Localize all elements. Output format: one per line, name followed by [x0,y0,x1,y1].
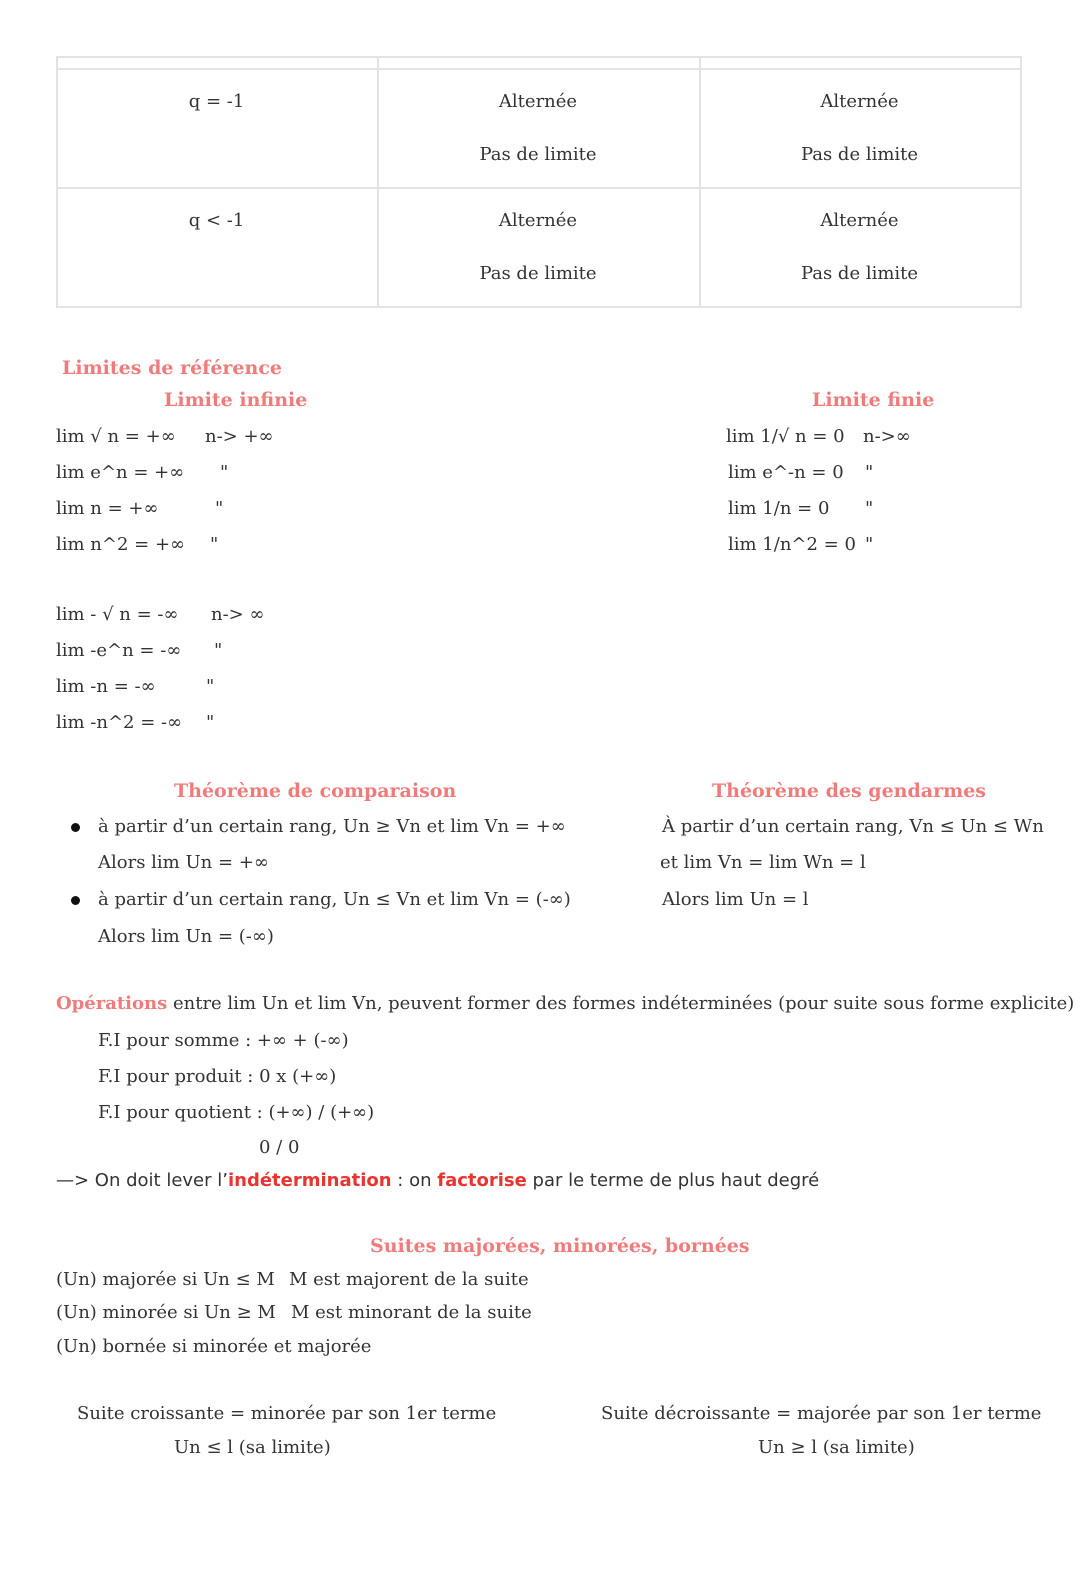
table-cell: q = -1 [188,91,245,112]
limit-expr: lim n = +∞ [56,498,159,519]
limit-note: " [206,676,215,697]
table-cell: Pas de limite [800,144,919,165]
suite-croissante-limit: Un ≤ l (sa limite) [174,1437,331,1458]
table-cell: Pas de limite [800,263,919,284]
limit-note: " [210,534,219,555]
limit-note: " [865,498,874,519]
table-cell: Alternée [498,91,578,112]
lever-text: : on [391,1170,438,1191]
table-cell: q < -1 [188,210,245,231]
limit-expr: lim 1/n = 0 [728,498,830,519]
fi-somme: F.I pour somme : +∞ + (-∞) [98,1030,349,1051]
table-border [56,187,1022,189]
limite-infinie-title: Limite infinie [164,389,308,411]
lever-text: par le terme de plus haut degré [526,1170,820,1191]
limit-note: " [865,462,874,483]
fi-quotient: F.I pour quotient : (+∞) / (+∞) [98,1102,375,1123]
limit-note: " [214,640,223,661]
limit-expr: lim 1/n^2 = 0 [728,534,856,555]
table-border-top [56,56,1022,58]
limit-note: " [206,712,215,733]
limit-note: " [220,462,229,483]
lever-text: —> On doit lever l’ [56,1170,228,1191]
limit-expr: lim n^2 = +∞ [56,534,186,555]
limite-finie-title: Limite finie [812,389,935,411]
operations-label: Opérations [56,993,168,1014]
suites-title: Suites majorées, minorées, bornées [370,1235,750,1257]
gendarmes-line-2: et lim Vn = lim Wn = l [660,852,866,873]
limit-expr: lim e^n = +∞ [56,462,185,483]
bullet-icon [71,823,80,832]
suite-croissante: Suite croissante = minorée par son 1er terme [77,1403,497,1424]
table-cell: Pas de limite [479,263,597,284]
suite-decroissante-limit: Un ≥ l (sa limite) [758,1437,915,1458]
limit-note: " [865,534,874,555]
gendarmes-title: Théorème des gendarmes [712,780,986,802]
indetermination-keyword: indétermination [227,1170,392,1191]
factorise-keyword: factorise [437,1170,527,1191]
table-cell: Alternée [820,210,899,231]
limit-expr: lim -n = -∞ [56,676,156,697]
operations-text: entre lim Un et lim Vn, peuvent former des formes indéterminées (pour suite sous forme explicite) [167,993,1075,1014]
limit-expr: lim -e^n = -∞ [56,640,182,661]
limit-expr: lim e^-n = 0 [728,462,844,483]
comparaison-conclusion-2: Alors lim Un = (-∞) [98,926,274,947]
suite-majoree-note: M est majorent de la suite [289,1269,529,1290]
gendarmes-line-3: Alors lim Un = l [662,889,809,910]
limit-expr: lim - √ n = -∞ [56,604,179,625]
table-border-bottom [56,306,1022,308]
suite-majoree: (Un) majorée si Un ≤ M [56,1269,275,1290]
comparaison-bullet-1: à partir d’un certain rang, Un ≥ Vn et lim Vn = +∞ [98,816,566,837]
table-cell: Pas de limite [479,144,597,165]
suite-minoree: (Un) minorée si Un ≥ M [56,1302,276,1323]
table-border-right [1020,56,1022,308]
comparaison-conclusion-1: Alors lim Un = +∞ [98,852,269,873]
fi-quotient-2: 0 / 0 [259,1137,300,1158]
gendarmes-line-1: À partir d’un certain rang, Vn ≤ Un ≤ Wn [662,816,1044,837]
limit-expr: lim 1/√ n = 0 [726,426,845,447]
operations-intro [56,993,1074,1014]
table-cell: Alternée [820,91,899,112]
limit-note: " [215,498,224,519]
bullet-icon [71,896,80,905]
limit-expr: lim √ n = +∞ [56,426,176,447]
fi-produit: F.I pour produit : 0 x (+∞) [98,1066,337,1087]
limit-expr: lim -n^2 = -∞ [56,712,183,733]
table-cell: Alternée [498,210,578,231]
comparaison-title: Théorème de comparaison [174,780,457,802]
lever-indetermination [56,1170,819,1191]
comparaison-bullet-2: à partir d’un certain rang, Un ≤ Vn et lim Vn = (-∞) [98,889,571,910]
table-border [56,68,1022,70]
limits-table [56,56,1022,308]
limit-note: n-> ∞ [211,604,265,625]
suite-minoree-note: M est minorant de la suite [291,1302,532,1323]
limites-title: Limites de référence [62,357,282,379]
limit-note: n-> +∞ [205,426,274,447]
suite-decroissante: Suite décroissante = majorée par son 1er terme [601,1403,1042,1424]
limit-note: n->∞ [863,426,911,447]
suite-bornee: (Un) bornée si minorée et majorée [56,1336,372,1357]
